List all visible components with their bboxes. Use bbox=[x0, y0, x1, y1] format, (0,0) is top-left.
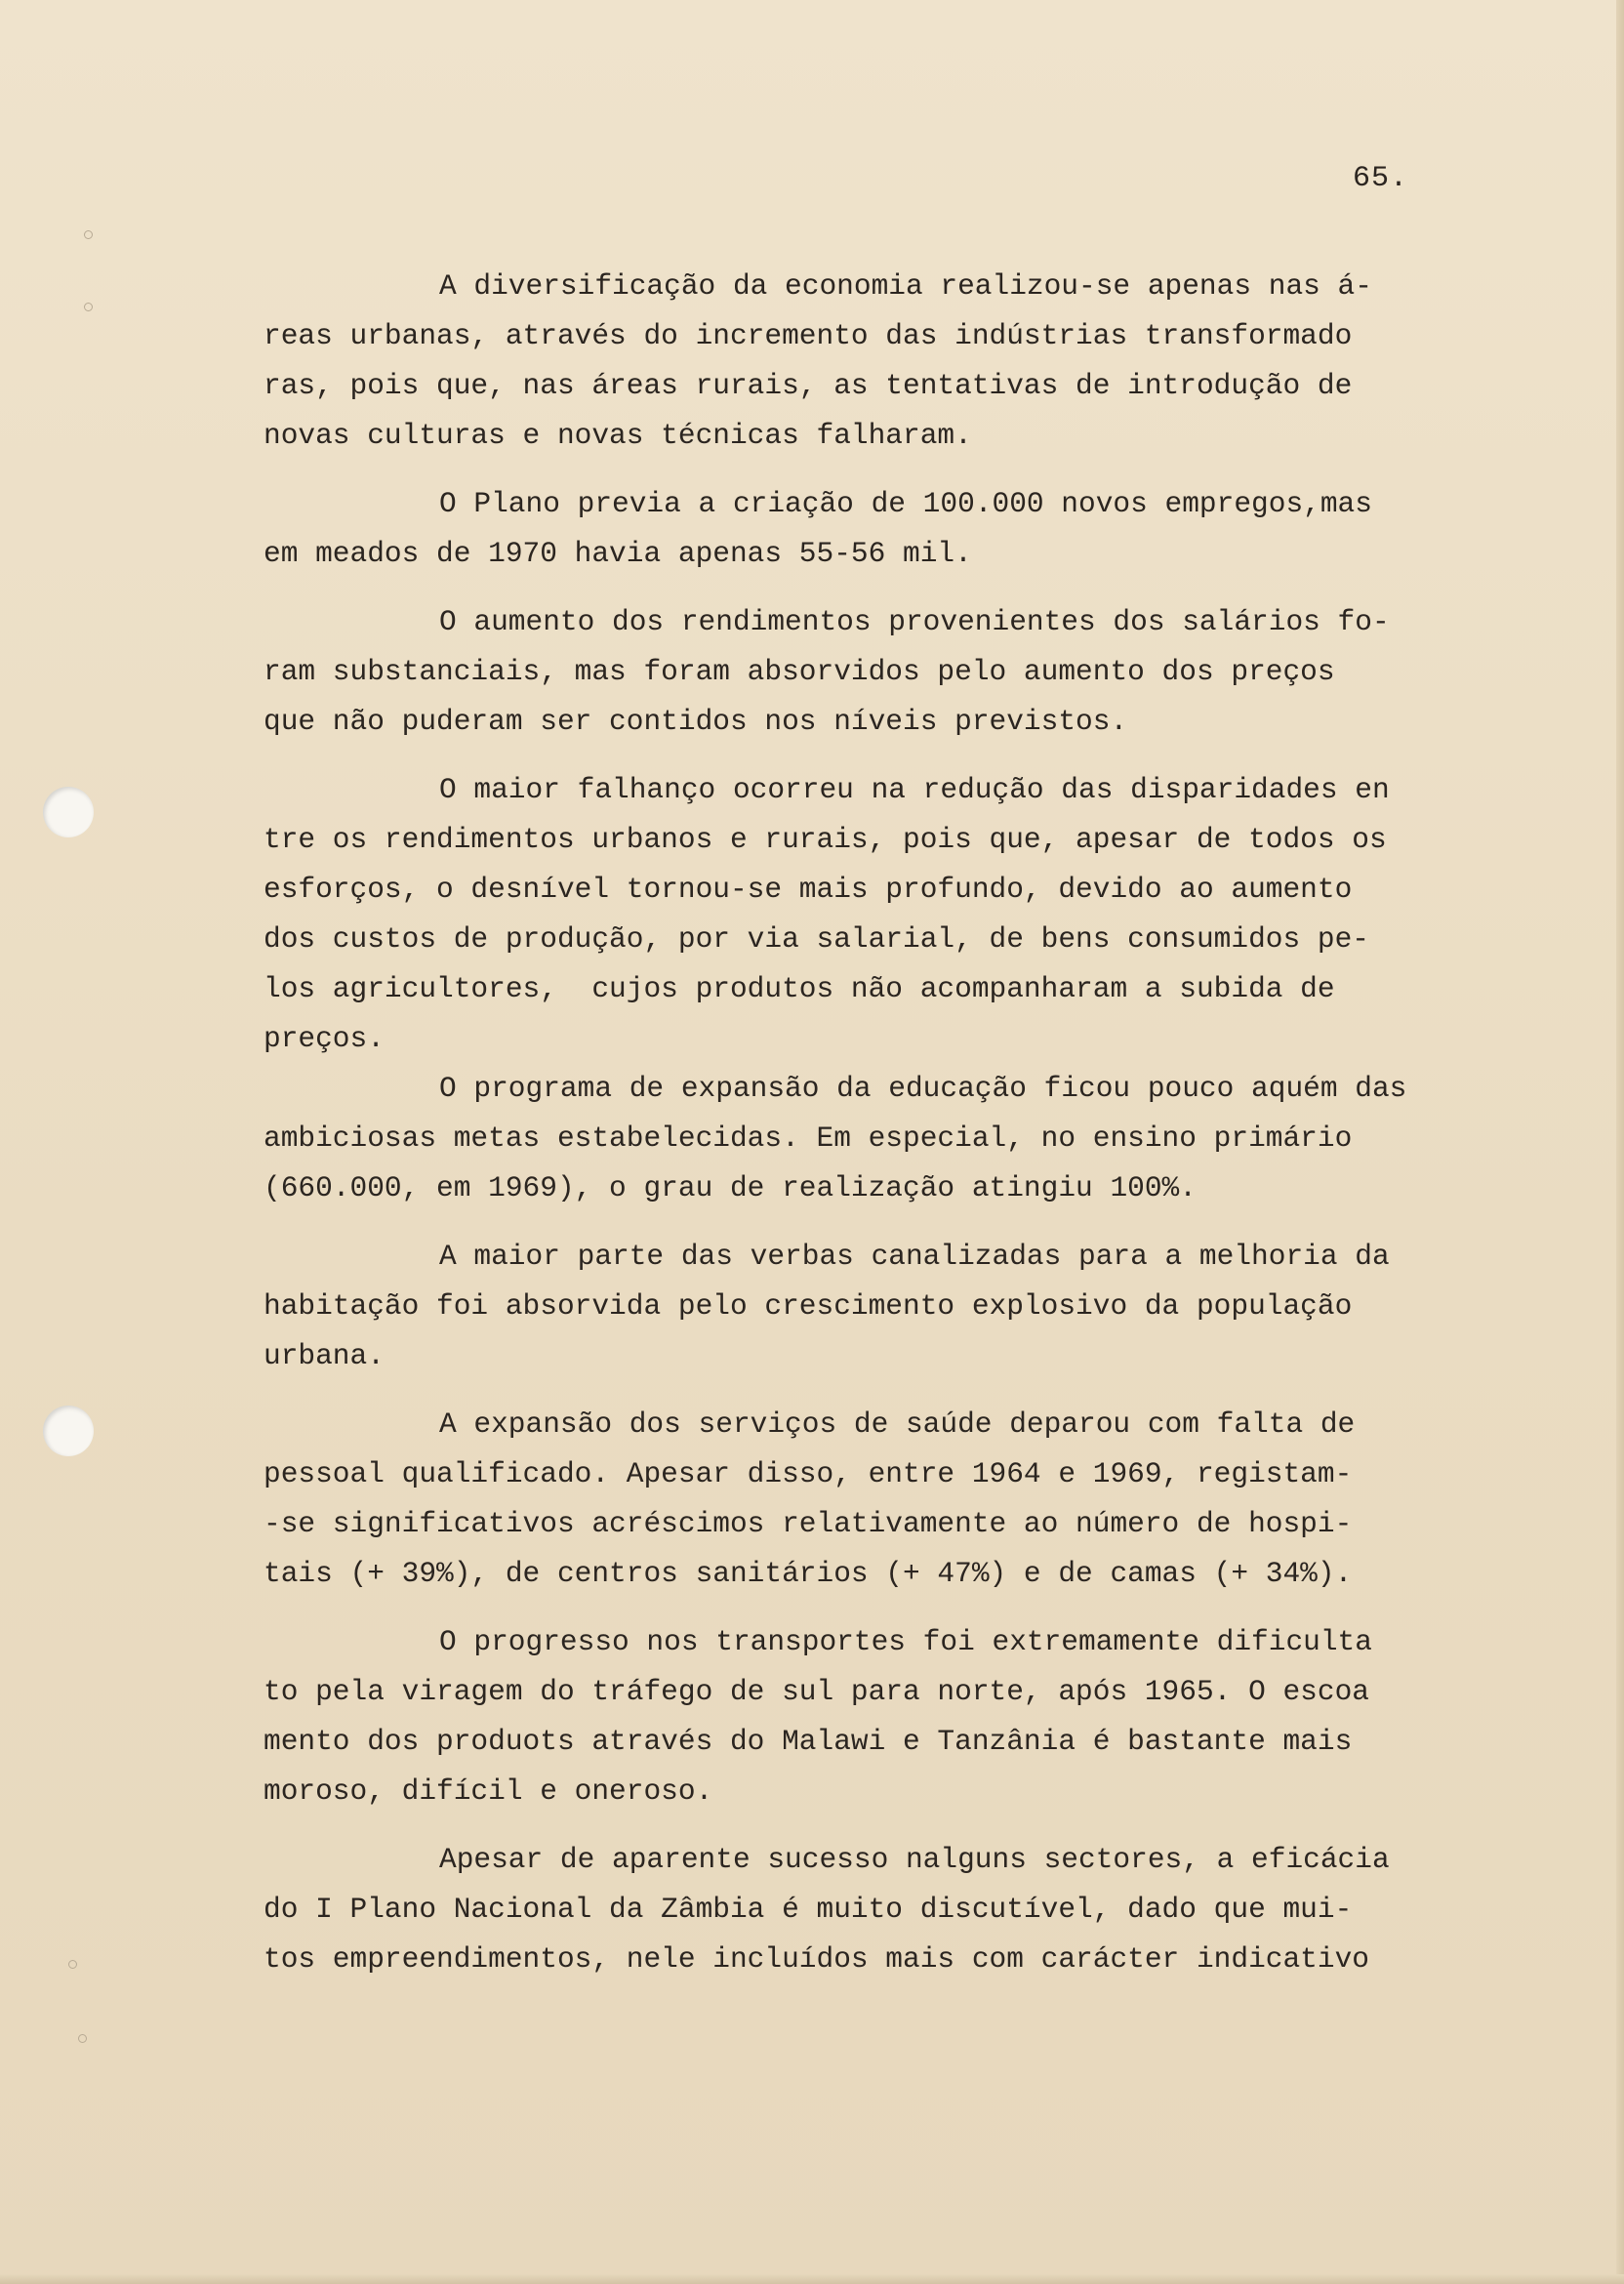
text-line: O maior falhanço ocorreu na redução das disparidades en bbox=[439, 773, 1390, 806]
paper-right-edge bbox=[1616, 0, 1624, 2284]
punch-hole bbox=[43, 1406, 94, 1456]
text-line: ras, pois que, nas áreas rurais, as tentativas de introdução de bbox=[264, 369, 1353, 402]
text-line: moroso, difícil e oneroso. bbox=[264, 1774, 713, 1808]
paragraph bbox=[264, 262, 1532, 461]
text-line: tre os rendimentos urbanos e rurais, pois que, apesar de todos os bbox=[264, 823, 1387, 856]
text-line: O progresso nos transportes foi extremamente dificulta bbox=[439, 1625, 1372, 1658]
text-line: dos custos de produção, por via salarial, de bens consumidos pe- bbox=[264, 922, 1369, 956]
text-line: habitação foi absorvida pelo crescimento explosivo da população bbox=[264, 1289, 1353, 1323]
text-line: Apesar de aparente sucesso nalguns sectores, a eficácia bbox=[439, 1843, 1390, 1876]
paragraph bbox=[264, 1617, 1532, 1816]
text-line: O Plano previa a criação de 100.000 novos empregos,mas bbox=[439, 487, 1372, 520]
text-line: que não puderam ser contidos nos níveis previstos. bbox=[264, 705, 1128, 738]
text-line: do I Plano Nacional da Zâmbia é muito discutível, dado que mui- bbox=[264, 1893, 1353, 1926]
punch-hole bbox=[43, 787, 94, 837]
text-line: ambiciosas metas estabelecidas. Em especial, no ensino primário bbox=[264, 1122, 1353, 1155]
paragraph bbox=[264, 1835, 1532, 1984]
margin-mark bbox=[68, 1960, 77, 1969]
paragraph bbox=[264, 479, 1532, 579]
body-text bbox=[264, 262, 1532, 1984]
text-line: -se significativos acréscimos relativamente ao número de hospi- bbox=[264, 1507, 1353, 1540]
margin-mark bbox=[84, 230, 93, 239]
paper-bottom-edge bbox=[0, 2274, 1624, 2284]
text-line: (660.000, em 1969), o grau de realização atingiu 100%. bbox=[264, 1171, 1197, 1204]
page-number: 65. bbox=[1353, 162, 1409, 195]
margin-mark bbox=[84, 303, 93, 311]
paragraph bbox=[264, 1064, 1532, 1213]
text-line: urbana. bbox=[264, 1339, 385, 1372]
text-line: reas urbanas, através do incremento das indústrias transformado bbox=[264, 319, 1353, 352]
text-line: A expansão dos serviços de saúde deparou com falta de bbox=[439, 1407, 1356, 1441]
text-line: tos empreendimentos, nele incluídos mais com carácter indicativo bbox=[264, 1942, 1369, 1976]
text-line: em meados de 1970 havia apenas 55-56 mil. bbox=[264, 537, 972, 570]
text-line: A maior parte das verbas canalizadas para a melhoria da bbox=[439, 1240, 1390, 1273]
text-line: mento dos produots através do Malawi e Tanzânia é bastante mais bbox=[264, 1725, 1353, 1758]
paragraph bbox=[264, 597, 1532, 747]
text-line: tais (+ 39%), de centros sanitários (+ 47%) e de camas (+ 34%). bbox=[264, 1557, 1353, 1590]
text-line: los agricultores, cujos produtos não acompanharam a subida de bbox=[264, 972, 1335, 1005]
text-line: pessoal qualificado. Apesar disso, entre 1964 e 1969, registam- bbox=[264, 1457, 1353, 1490]
margin-mark bbox=[78, 2034, 87, 2043]
text-line: esforços, o desnível tornou-se mais profundo, devido ao aumento bbox=[264, 873, 1353, 906]
paragraph bbox=[264, 765, 1532, 1064]
text-line: ram substanciais, mas foram absorvidos pelo aumento dos preços bbox=[264, 655, 1335, 688]
paragraph bbox=[264, 1400, 1532, 1599]
text-line: preços. bbox=[264, 1022, 385, 1055]
paragraph bbox=[264, 1232, 1532, 1381]
text-line: to pela viragem do tráfego de sul para norte, após 1965. O escoa bbox=[264, 1675, 1369, 1708]
text-line: novas culturas e novas técnicas falharam. bbox=[264, 419, 972, 452]
text-line: O aumento dos rendimentos provenientes dos salários fo- bbox=[439, 605, 1390, 638]
text-line: A diversificação da economia realizou-se apenas nas á- bbox=[439, 269, 1372, 303]
text-line: O programa de expansão da educação ficou pouco aquém das bbox=[439, 1072, 1407, 1105]
